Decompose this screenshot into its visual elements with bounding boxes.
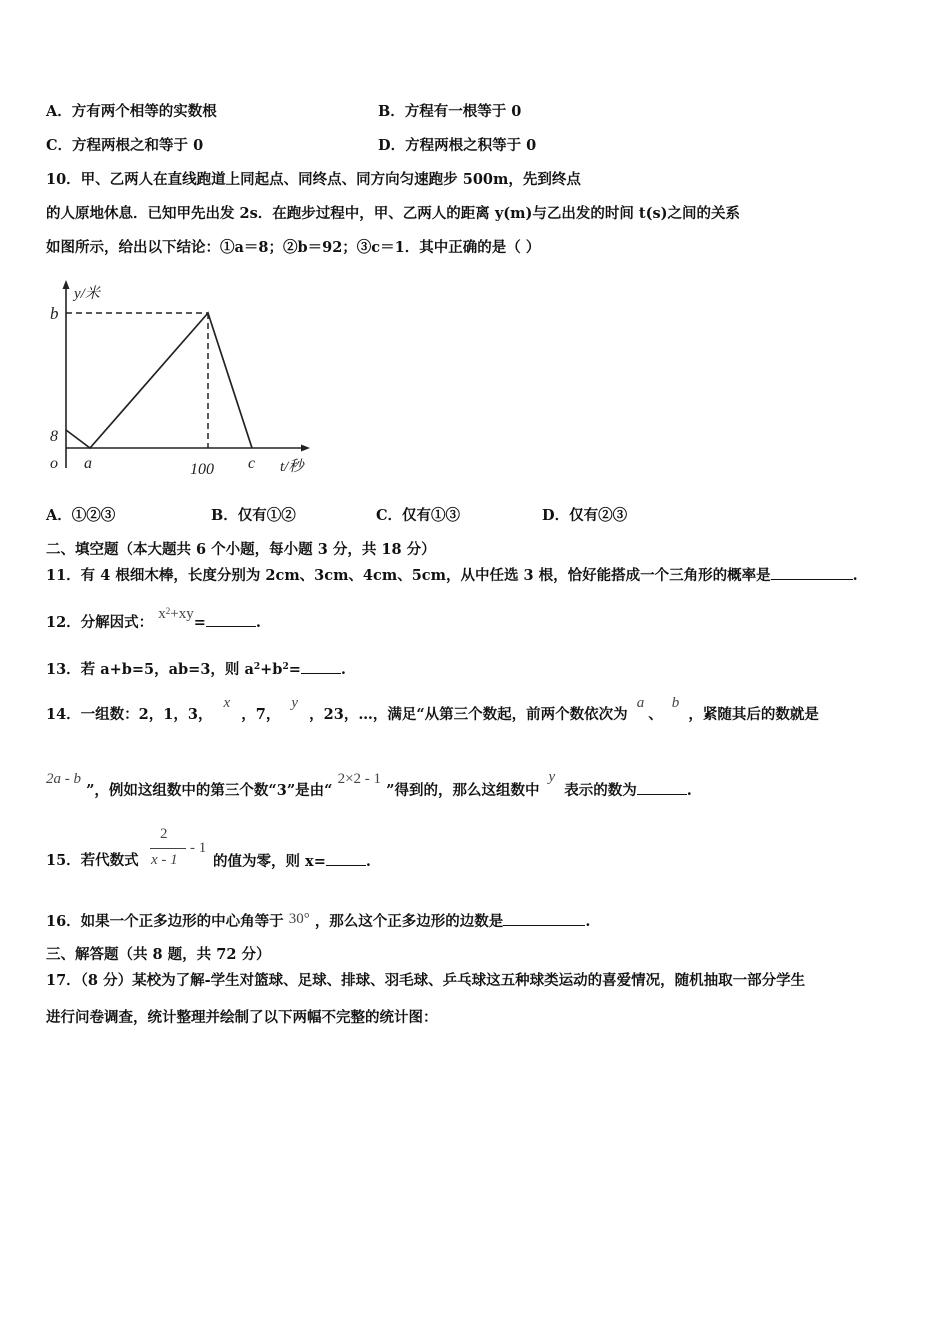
q15-prefix: 15．若代数式 xyxy=(46,852,139,869)
graph-label-100: 100 xyxy=(190,461,214,478)
q11: 11．有 4 根细木棒，长度分别为 2cm、3cm、4cm、5cm，从中任选 3 根，恰好能搭成一个三角形的概率是 . xyxy=(46,567,858,584)
q14-expr-1: 2a - b xyxy=(46,771,81,787)
q15-suffix: 的值为零，则 x= xyxy=(213,853,326,870)
q15-denominator: x - 1 xyxy=(151,852,178,868)
q17-line-1: 17．（8 分）某校为了解-学生对篮球、足球、排球、羽毛球、乒乓球这五种球类运动的喜爱情况，随机抽取一部分学生 xyxy=(46,972,806,989)
q10-option-b: B．仅有①② xyxy=(211,507,296,524)
graph-distance-line xyxy=(66,313,252,448)
q14-part-7: 表示的数为 xyxy=(564,782,637,799)
graph-label-o: o xyxy=(50,455,58,472)
q14-expr-2: 2×2 - 1 xyxy=(337,771,382,787)
q17-line-2: 进行问卷调查，统计整理并绘制了以下两幅不完整的统计图： xyxy=(46,1009,438,1026)
q14-var-a: a xyxy=(636,695,645,711)
q13-sup-2: 2 xyxy=(282,662,289,672)
q12-answer-blank xyxy=(206,612,256,627)
q13-suffix: = xyxy=(288,661,301,678)
q15-answer-blank xyxy=(326,851,366,866)
q13: 13．若 a+b=5，ab=3，则 $a^2+b^2=$ . xyxy=(46,661,346,678)
q10-option-a: A．①②③ xyxy=(46,507,116,524)
section-3-title: 三、解答题（共 8 题，共 72 分） xyxy=(46,946,271,963)
q9-option-c: C．方程两根之和等于 0 xyxy=(46,137,204,154)
q16-angle: 30° xyxy=(288,911,310,927)
q14-line-2: 2a - b ”，例如这组数中的第三个数“3”是由“ 2×2 - 1 ”得到的，那么这组数中 y 表示的数为 . xyxy=(46,769,692,799)
q11-text: 11．有 4 根细木棒，长度分别为 2cm、3cm、4cm、5cm，从中任选 3 根，恰好能搭成一个三角形的概率是 xyxy=(46,567,771,584)
graph-x-label: t/秒 xyxy=(280,459,304,475)
graph-label-b: b xyxy=(50,304,59,323)
q13-sup-1: 2 xyxy=(253,662,261,672)
q16-suffix: ，那么这个正多边形的边数是 xyxy=(314,913,504,930)
q14-answer-blank xyxy=(637,780,687,795)
graph-y-arrow xyxy=(63,280,70,289)
q12: 12．分解因式： $x^2+xy=$ . xyxy=(46,606,261,631)
q14-part-6: ”得到的，那么这组数中 xyxy=(386,782,540,799)
q14-sep: 、 xyxy=(648,706,663,723)
graph-label-8: 8 xyxy=(50,428,58,445)
section-2-title: 二、填空题（本大题共 6 个小题，每小题 3 分，共 18 分） xyxy=(46,541,436,558)
q16-answer-blank xyxy=(503,911,585,926)
q14-part-5: ”，例如这组数中的第三个数“3”是由“ xyxy=(86,782,333,799)
q12-expr-x: x xyxy=(158,606,166,622)
q13-answer-blank xyxy=(301,659,341,674)
q14-part-3: ，23，…，满足“从第三个数起，前两个数依次为 xyxy=(309,706,628,723)
graph-x-arrow xyxy=(301,445,310,452)
q14-var-b: b xyxy=(671,695,680,711)
graph-label-c: c xyxy=(248,455,256,472)
q10-graph xyxy=(44,278,324,483)
q10-line-1: 10．甲、乙两人在直线跑道上同起点、同终点、同方向匀速跑步 500m，先到终点 xyxy=(46,171,581,188)
q16-prefix: 16．如果一个正多边形的中心角等于 xyxy=(46,913,284,930)
q10-line-3: 如图所示，给出以下结论：①a＝8；②b＝92；③c＝1．其中正确的是（ ） xyxy=(46,239,541,256)
q13-prefix: 13．若 a+b=5，ab=3，则 a xyxy=(46,661,254,678)
q13-mid: +b xyxy=(260,661,283,678)
q15-minus-one: - 1 xyxy=(190,840,207,856)
q12-expr-sup: 2 xyxy=(165,606,171,616)
q14-part-4: ，紧随其后的数就是 xyxy=(688,706,819,723)
q14-var-x: x xyxy=(223,695,231,711)
q16: 16．如果一个正多边形的中心角等于 30° ，那么这个正多边形的边数是 . xyxy=(46,911,591,930)
q12-prefix: 12．分解因式： xyxy=(46,614,154,631)
q9-option-a: A．方有两个相等的实数根 xyxy=(46,103,217,120)
q14-part-1: 14．一组数：2，1，3， xyxy=(46,706,213,723)
q10-option-d: D．仅有②③ xyxy=(542,507,628,524)
q14-var-y: y xyxy=(291,695,299,711)
q15-numerator: 2 xyxy=(160,826,168,842)
q12-expr-rest: +xy xyxy=(170,606,194,622)
q14-part-2: ，7， xyxy=(241,706,281,723)
q15-fraction-bar xyxy=(150,848,186,849)
q14-var-y2: y xyxy=(548,769,556,785)
graph-label-a: a xyxy=(84,455,92,472)
q11-answer-blank xyxy=(771,565,853,580)
q10-option-c: C．仅有①③ xyxy=(376,507,461,524)
q9-option-d: D．方程两根之积等于 0 xyxy=(378,137,537,154)
q14-line-1 xyxy=(46,695,819,725)
q10-line-2: 的人原地休息．已知甲先出发 2s．在跑步过程中，甲、乙两人的距离 y(m)与乙出发的时间 t(s)之间的关系 xyxy=(46,205,740,222)
q9-option-b: B．方程有一根等于 0 xyxy=(378,103,522,120)
graph-y-label: y/米 xyxy=(74,286,100,302)
q12-suffix: = xyxy=(193,614,206,631)
q12-expression xyxy=(158,606,193,622)
q15-tail: 的值为零，则 x= . xyxy=(213,853,371,870)
